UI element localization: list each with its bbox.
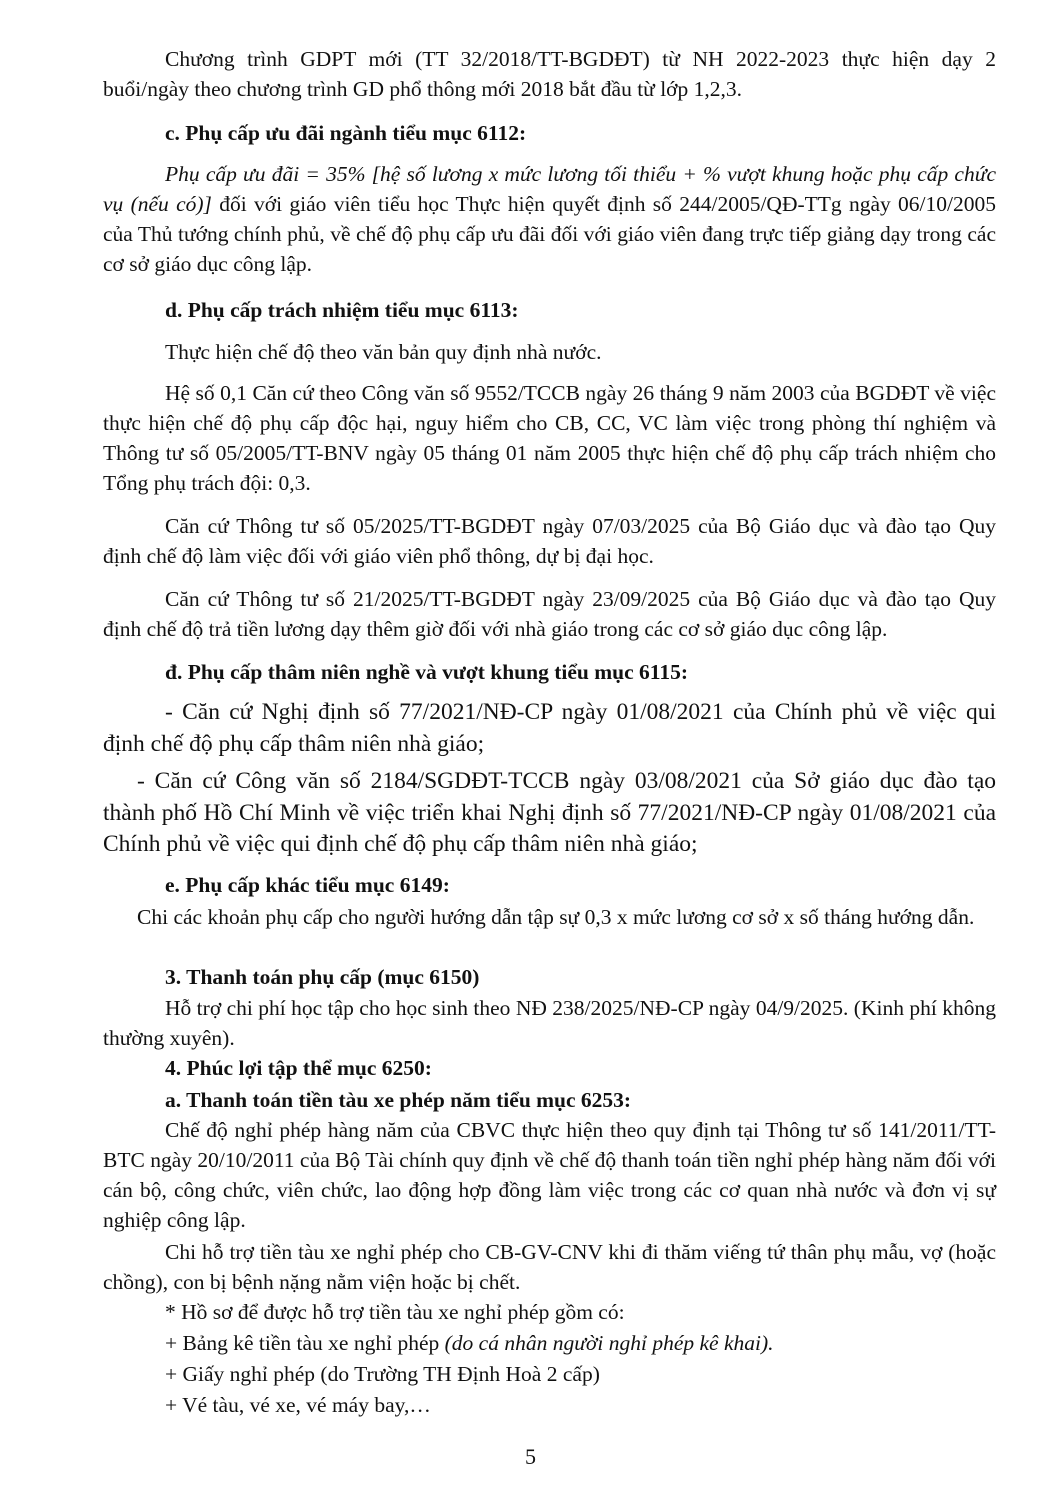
- paragraph-d1: Thực hiện chế độ theo văn bản quy định nhà nước.: [165, 340, 602, 364]
- heading-e: e. Phụ cấp khác tiểu mục 6149:: [165, 873, 450, 897]
- heading-dd: đ. Phụ cấp thâm niên nghề và vượt khung tiểu mục 6115:: [165, 660, 688, 684]
- list-item-1: [103, 1328, 996, 1358]
- paragraph-d3: Căn cứ Thông tư số 05/2025/TT-BGDĐT ngày 07/03/2025 của Bộ Giáo dục và đào tạo Quy định chế độ làm việc đối với giáo viên phổ thông, dự bị đại học.: [103, 514, 996, 568]
- paragraph-gdpt: Chương trình GDPT mới (TT 32/2018/TT-BGDĐT) từ NH 2022-2023 thực hiện dạy 2 buổi/ngày theo chương trình GD phổ thông mới 2018 bắt đầu từ lớp 1,2,3.: [103, 47, 996, 101]
- paragraph-dd2: - Căn cứ Công văn số 2184/SGDĐT-TCCB ngày 03/08/2021 của Sở giáo dục đào tạo thành phố Hồ Chí Minh về việc triển khai Nghị định số 77/2021/NĐ-CP ngày 01/08/2021 của Chính phủ về việc qui định chế độ phụ cấp thâm niên nhà giáo;: [103, 768, 996, 857]
- paragraph-d2: Hệ số 0,1 Căn cứ theo Công văn số 9552/TCCB ngày 26 tháng 9 năm 2003 của BGDĐT về việc thực hiện chế độ phụ cấp độc hại, nguy hiểm cho CB, CC, VC làm việc trong phòng thí nghiệm và Thông tư số 05/2005/TT-BNV ngày 05 tháng 01 năm 2005 thực hiện chế độ phụ cấp trách nhiệm cho Tổng phụ trách đội: 0,3.: [103, 381, 996, 495]
- list-item-3: + Vé tàu, vé xe, vé máy bay,…: [165, 1393, 431, 1417]
- list-item-1-text: + Bảng kê tiền tàu xe nghỉ phép: [165, 1331, 445, 1355]
- allowance-formula: Phụ cấp ưu đãi = 35% [hệ số lương x mức lương tối thiểu + % vượt khung hoặc phụ cấp chức vụ (nếu có)]: [103, 162, 996, 216]
- heading-3: 3. Thanh toán phụ cấp (mục 6150): [165, 965, 480, 989]
- paragraph-4a1: Chế độ nghỉ phép hàng năm của CBVC thực hiện theo quy định tại Thông tư số 141/2011/TT-BTC ngày 20/10/2011 của Bộ Tài chính quy định về chế độ thanh toán tiền nghỉ phép hàng năm đối với cán bộ, công chức, viên chức, lao động hợp đồng làm việc trong các cơ quan nhà nước và đơn vị sự nghiệp công lập.: [103, 1118, 996, 1232]
- page-number: 5: [525, 1444, 536, 1469]
- paragraph-c-text: đối với giáo viên tiểu học Thực hiện quyết định số 244/2005/QĐ-TTg ngày 06/10/2005 của Thủ tướng chính phủ, về chế độ phụ cấp ưu đãi đối với giáo viên đang trực tiếp giảng dạy trong các cơ sở giáo dục công lập.: [103, 192, 996, 276]
- paragraph-d4: Căn cứ Thông tư số 21/2025/TT-BGDĐT ngày 23/09/2025 của Bộ Giáo dục và đào tạo Quy định chế độ trả tiền lương dạy thêm giờ đối với nhà giáo trong các cơ sở giáo dục công lập.: [103, 587, 996, 641]
- paragraph-e: Chi các khoản phụ cấp cho người hướng dẫn tập sự 0,3 x mức lương cơ sở x số tháng hướng dẫn.: [137, 905, 975, 929]
- heading-4: 4. Phúc lợi tập thể mục 6250:: [165, 1056, 432, 1080]
- heading-4a: a. Thanh toán tiền tàu xe phép năm tiểu mục 6253:: [165, 1088, 632, 1112]
- list-item-2: + Giấy nghỉ phép (do Trường TH Định Hoà 2 cấp): [165, 1362, 600, 1386]
- paragraph-4a2: Chi hỗ trợ tiền tàu xe nghỉ phép cho CB-GV-CNV khi đi thăm viếng tứ thân phụ mẫu, vợ (hoặc chồng), con bị bệnh nặng nằm viện hoặc bị chết.: [103, 1240, 996, 1294]
- paragraph-dd1: - Căn cứ Nghị định số 77/2021/NĐ-CP ngày 01/08/2021 của Chính phủ về việc qui định chế độ phụ cấp thâm niên nhà giáo;: [103, 699, 996, 757]
- list-item-1-note: (do cá nhân người nghỉ phép kê khai).: [444, 1331, 774, 1355]
- paragraph-c: [103, 159, 996, 279]
- heading-c: c. Phụ cấp ưu đãi ngành tiểu mục 6112:: [165, 121, 527, 145]
- list-intro: * Hồ sơ để được hỗ trợ tiền tàu xe nghỉ phép gồm có:: [165, 1300, 625, 1324]
- paragraph-3: Hỗ trợ chi phí học tập cho học sinh theo NĐ 238/2025/NĐ-CP ngày 04/9/2025. (Kinh phí không thường xuyên).: [103, 996, 996, 1050]
- heading-d: d. Phụ cấp trách nhiệm tiểu mục 6113:: [165, 298, 519, 322]
